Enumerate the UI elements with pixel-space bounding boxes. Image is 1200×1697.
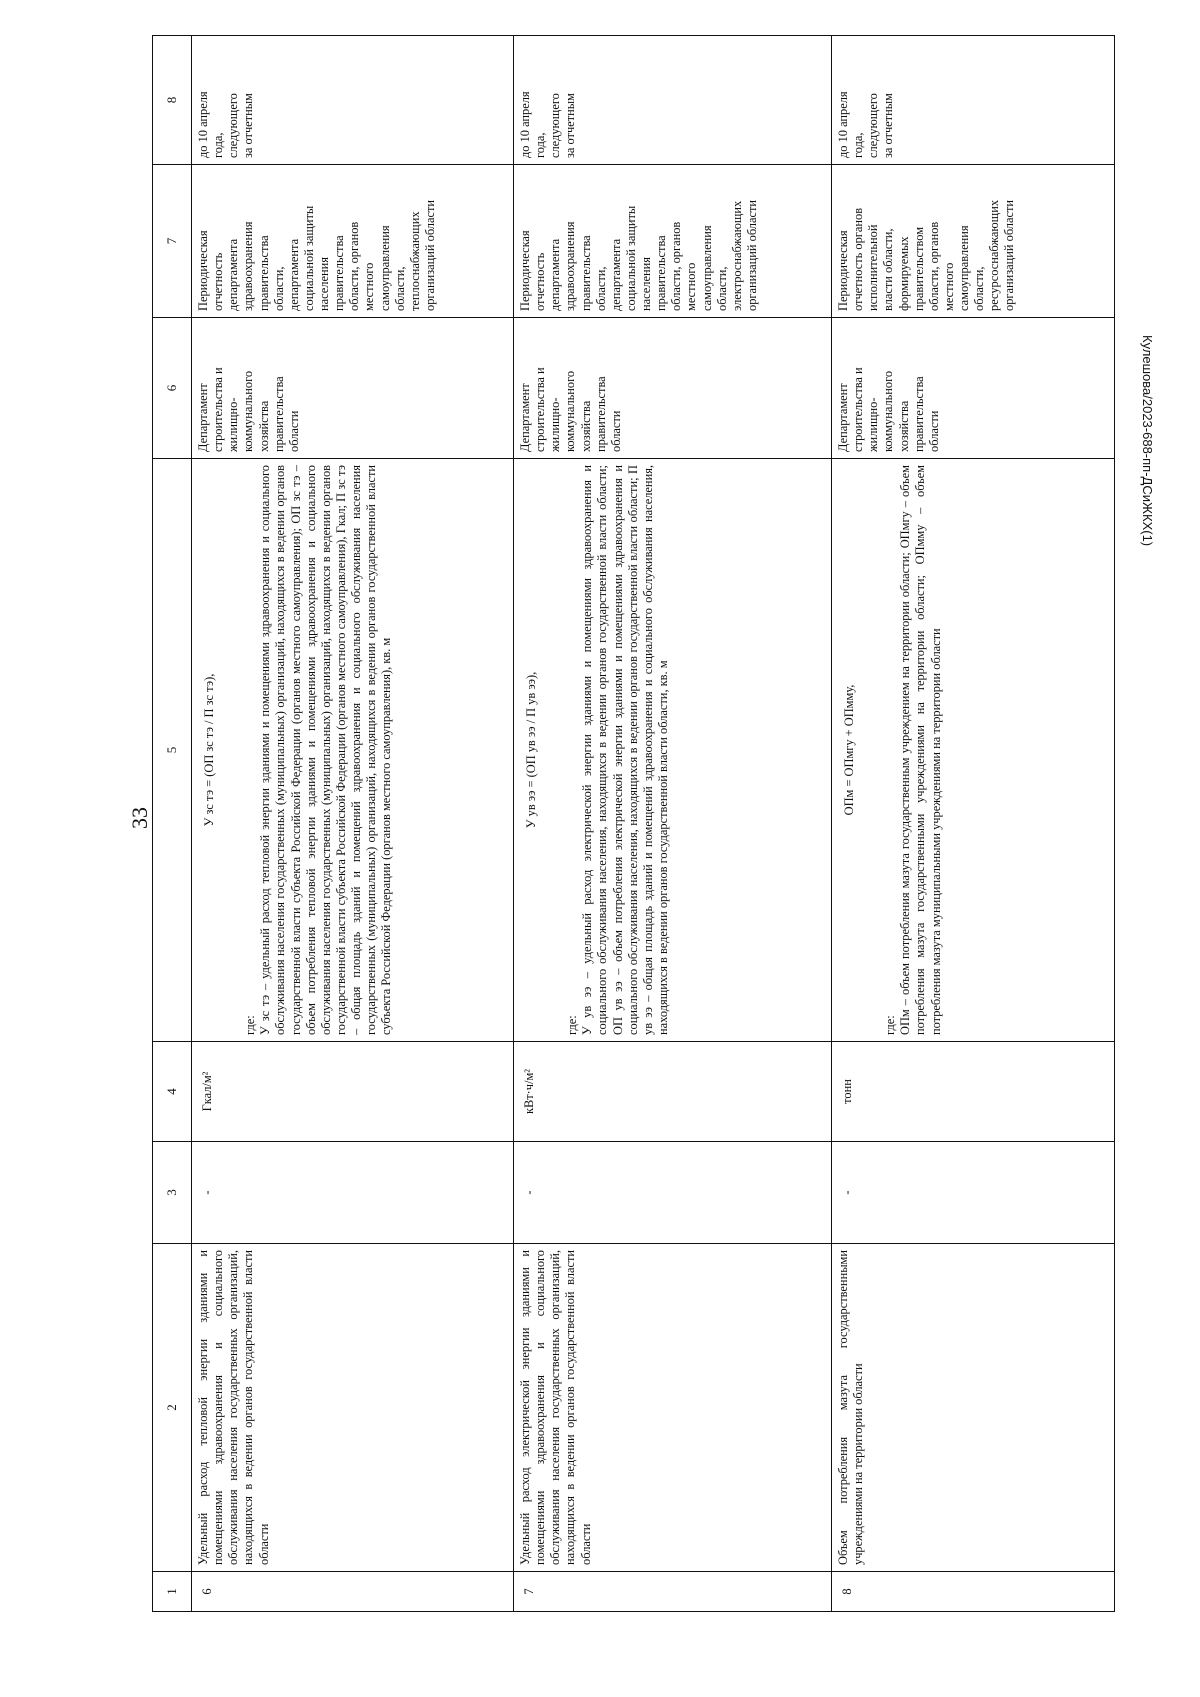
unit-of-measure: тонн xyxy=(832,1042,1115,1142)
table-row xyxy=(514,36,832,1612)
formula-description: У ув ээ – удельный расход электрической энергии зданиями и помещениями здравоохранения и социального обслуживания населения, находящихся в ведении органов государственной власти области; ОП ув ээ – объем потребления электрической энергии зданиями и помещениями здравоохранения и социального обслуживания населения, находящихся в ведении органов государственной власти области; П ув ээ – общая площадь зданий и помещений здравоохранения и социального обслуживания населения, находящихся в ведении органов государственной власти области, кв. м xyxy=(580,465,670,1035)
unit-of-measure: кВт·ч/м² xyxy=(514,1042,832,1142)
formula-where: где: xyxy=(565,1015,580,1035)
formula-where: где: xyxy=(243,1015,258,1035)
responsible-department: Департамент строительства и жилищно- коммунального хозяйства правительства области xyxy=(832,318,1115,459)
indicator-name: Объем потребления мазута государственными учреждениями на территории области xyxy=(832,1244,1115,1572)
header-col-1: 1 xyxy=(153,1572,192,1612)
header-row xyxy=(153,36,192,1612)
indicators-table xyxy=(152,35,1115,1612)
column-3-value: - xyxy=(192,1142,514,1244)
header-col-4: 4 xyxy=(153,1042,192,1142)
formula: У ув ээ = (ОП ув ээ / П ув ээ), xyxy=(524,671,538,829)
header-col-6: 6 xyxy=(153,318,192,459)
column-3-value: - xyxy=(832,1142,1115,1244)
data-source: Периодическая отчетность департамента здравоохранения правительства области, департамента социальной защиты населения правительства области, органов местного самоуправления области, теплоснабжающих организаций области xyxy=(192,165,514,318)
row-number: 7 xyxy=(514,1572,832,1612)
calculation-method xyxy=(832,459,1115,1042)
row-number: 8 xyxy=(832,1572,1115,1612)
submission-deadline: до 10 апреля года, следующего за отчетным xyxy=(514,36,832,165)
responsible-department: Департамент строительства и жилищно- коммунального хозяйства правительства области xyxy=(192,318,514,459)
table-row xyxy=(192,36,514,1612)
header-col-8: 8 xyxy=(153,36,192,165)
page-number: 33 xyxy=(127,807,152,829)
formula: У зс тэ = (ОП зс тэ / П зс тэ), xyxy=(202,673,216,827)
formula-description: У зс тэ – удельный расход тепловой энергии зданиями и помещениями здравоохранения и социального обслуживания населения государственных (муниципальных) организаций, находящихся в ведении органов государственной власти субъекта Российской Федерации (органов местного самоуправления); ОП зс тэ – объем потребления тепловой энергии зданиями и помещениями здравоохранения и социального обслуживания населения государственных (муниципальных) организаций, находящихся в ведении органов государственной власти субъекта Российской Федерации (органов местного самоуправления), Гкал; П зс тэ – общая площадь зданий и помещений здравоохранения и социального обслуживания населения государственных (муниципальных) организаций, находящихся в ведении органов государственной власти субъекта Российской Федерации (органов местного самоуправления), кв. м xyxy=(258,465,394,1035)
formula: ОПм = ОПмгу + ОПмму, xyxy=(842,684,856,816)
header-col-2: 2 xyxy=(153,1244,192,1572)
indicator-name: Удельный расход электрической энергии зданиями и помещениями здравоохранения и социального обслуживания населения государственных организаций, находящихся в ведении органов государственной власти области xyxy=(514,1244,832,1572)
calculation-method xyxy=(192,459,514,1042)
unit-of-measure: Гкал/м² xyxy=(192,1042,514,1142)
submission-deadline: до 10 апреля года, следующего за отчетным xyxy=(832,36,1115,165)
rotated-table-wrapper xyxy=(152,36,1105,1612)
calculation-method xyxy=(514,459,832,1042)
submission-deadline: до 10 апреля года, следующего за отчетным xyxy=(192,36,514,165)
row-number: 6 xyxy=(192,1572,514,1612)
indicator-name: Удельный расход тепловой энергии зданиями и помещениями здравоохранения и социального обслуживания населения государственных организаций, находящихся в ведении органов государственной власти области xyxy=(192,1244,514,1572)
data-source: Периодическая отчетность органов исполнительной власти области, формируемых правительством области, органов местного самоуправления области, ресурсоснабжающих организаций области xyxy=(832,165,1115,318)
formula-description: ОПм – объем потребления мазута государственным учреждением на территории области; ОПмгу – объем потребления мазута государственными учреждениями на территории области; ОПмму – объем потребления мазута муниципальными учреждениями на территории области xyxy=(898,465,943,1035)
document-footer: Кулешова/2023-688-пп-ДСиЖКХ(1) xyxy=(1140,335,1155,547)
header-col-5: 5 xyxy=(153,459,192,1042)
formula-where: где: xyxy=(883,1015,898,1035)
data-source: Периодическая отчетность департамента здравоохранения правительства области, департамента социальной защиты населения правительства области, органов местного самоуправления области, электроснабжающих организаций области xyxy=(514,165,832,318)
responsible-department: Департамент строительства и жилищно- коммунального хозяйства правительства области xyxy=(514,318,832,459)
table-row xyxy=(832,36,1115,1612)
column-3-value: - xyxy=(514,1142,832,1244)
header-col-7: 7 xyxy=(153,165,192,318)
header-col-3: 3 xyxy=(153,1142,192,1244)
